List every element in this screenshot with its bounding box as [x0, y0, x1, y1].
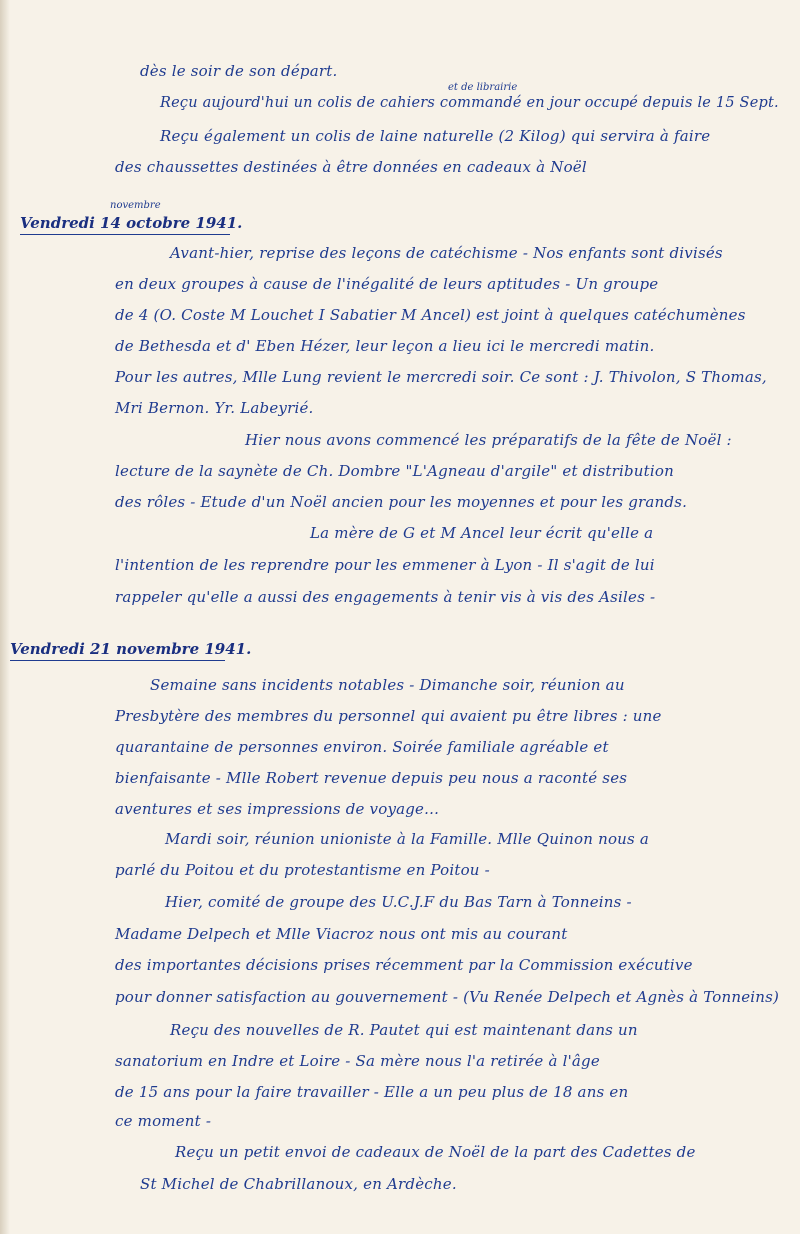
- entry-1-line-0: Avant-hier, reprise des leçons de catéchisme - Nos enfants sont divisés: [170, 244, 723, 262]
- entry-2-line-5: Mardi soir, réunion unioniste à la Famille. Mlle Quinon nous a: [165, 830, 650, 848]
- entry-1-line-9: La mère de G et M Ancel leur écrit qu'elle a: [310, 524, 654, 542]
- entry-2-date-underline: [10, 660, 225, 661]
- entry-0-line-2: Reçu également un colis de laine naturelle (2 Kilog) qui servira à faire: [160, 127, 711, 145]
- entry-2-line-11: Reçu des nouvelles de R. Pautet qui est maintenant dans un: [170, 1021, 638, 1039]
- entry-1-line-7: lecture de la saynète de Ch. Dombre "L'Agneau d'argile" et distribution: [115, 462, 674, 480]
- entry-2-line-2: quarantaine de personnes environ. Soirée familiale agréable et: [115, 738, 609, 756]
- entry-2-line-15: Reçu un petit envoi de cadeaux de Noël de la part des Cadettes de: [175, 1143, 696, 1161]
- entry-1-line-11: rappeler qu'elle a aussi des engagements à tenir vis à vis des Asiles -: [115, 588, 656, 606]
- entry-2-line-14: ce moment -: [115, 1112, 212, 1130]
- entry-1-line-3: de Bethesda et d' Eben Hézer, leur leçon a lieu ici le mercredi matin.: [115, 337, 655, 355]
- entry-1-line-5: Mri Bernon. Yr. Labeyrié.: [115, 399, 314, 417]
- entry-1-line-8: des rôles - Etude d'un Noël ancien pour les moyennes et pour les grands.: [115, 493, 688, 511]
- entry-1-line-10: l'intention de les reprendre pour les emmener à Lyon - Il s'agit de lui: [115, 556, 655, 574]
- entry-1-date-underline: [20, 234, 230, 235]
- entry-2-line-4: aventures et ses impressions de voyage...: [115, 800, 440, 818]
- entry-2-line-0: Semaine sans incidents notables - Dimanche soir, réunion au: [150, 676, 625, 694]
- entry-2-line-16: St Michel de Chabrillanoux, en Ardèche.: [140, 1175, 457, 1193]
- entry-1-line-6: Hier nous avons commencé les préparatifs de la fête de Noël :: [245, 431, 732, 449]
- entry-2-line-10: pour donner satisfaction au gouvernement - (Vu Renée Delpech et Agnès à Tonneins): [115, 988, 780, 1006]
- entry-2-line-3: bienfaisante - Mlle Robert revenue depuis peu nous a raconté ses: [115, 769, 628, 787]
- entry-1-line-4: Pour les autres, Mlle Lung revient le mercredi soir. Ce sont : J. Thivolon, S Thomas,: [115, 368, 767, 386]
- entry-2-line-8: Madame Delpech et Mlle Viacroz nous ont mis au courant: [115, 925, 568, 943]
- entry-2-line-12: sanatorium en Indre et Loire - Sa mère nous l'a retirée à l'âge: [115, 1052, 600, 1070]
- entry-2-line-13: de 15 ans pour la faire travailler - Elle a un peu plus de 18 ans en: [115, 1083, 629, 1101]
- entry-1-line-2: de 4 (O. Coste M Louchet I Sabatier M Ancel) est joint à quelques catéchumènes: [115, 306, 746, 324]
- entry-0-insert: et de librairie: [448, 82, 518, 93]
- entry-1-date: Vendredi 14 octobre 1941.: [20, 214, 243, 232]
- entry-2-line-7: Hier, comité de groupe des U.C.J.F du Bas Tarn à Tonneins -: [165, 893, 632, 911]
- entry-0-line-3: des chaussettes destinées à être données en cadeaux à Noël: [115, 158, 587, 176]
- entry-0-line-1: Reçu aujourd'hui un colis de cahiers commandé en jour occupé depuis le 15 Sept.: [160, 95, 779, 111]
- entry-0-line-0: dès le soir de son départ.: [140, 62, 338, 80]
- entry-2-line-1: Presbytère des membres du personnel qui avaient pu être libres : une: [115, 707, 662, 725]
- entry-2-line-6: parlé du Poitou et du protestantisme en Poitou -: [115, 861, 490, 879]
- entry-2-date: Vendredi 21 novembre 1941.: [10, 640, 252, 658]
- page-edge-shadow: [0, 0, 10, 1234]
- entry-1-date-insert: novembre: [110, 200, 161, 211]
- entry-2-line-9: des importantes décisions prises récemment par la Commission exécutive: [115, 956, 693, 974]
- entry-1-line-1: en deux groupes à cause de l'inégalité de leurs aptitudes - Un groupe: [115, 275, 659, 293]
